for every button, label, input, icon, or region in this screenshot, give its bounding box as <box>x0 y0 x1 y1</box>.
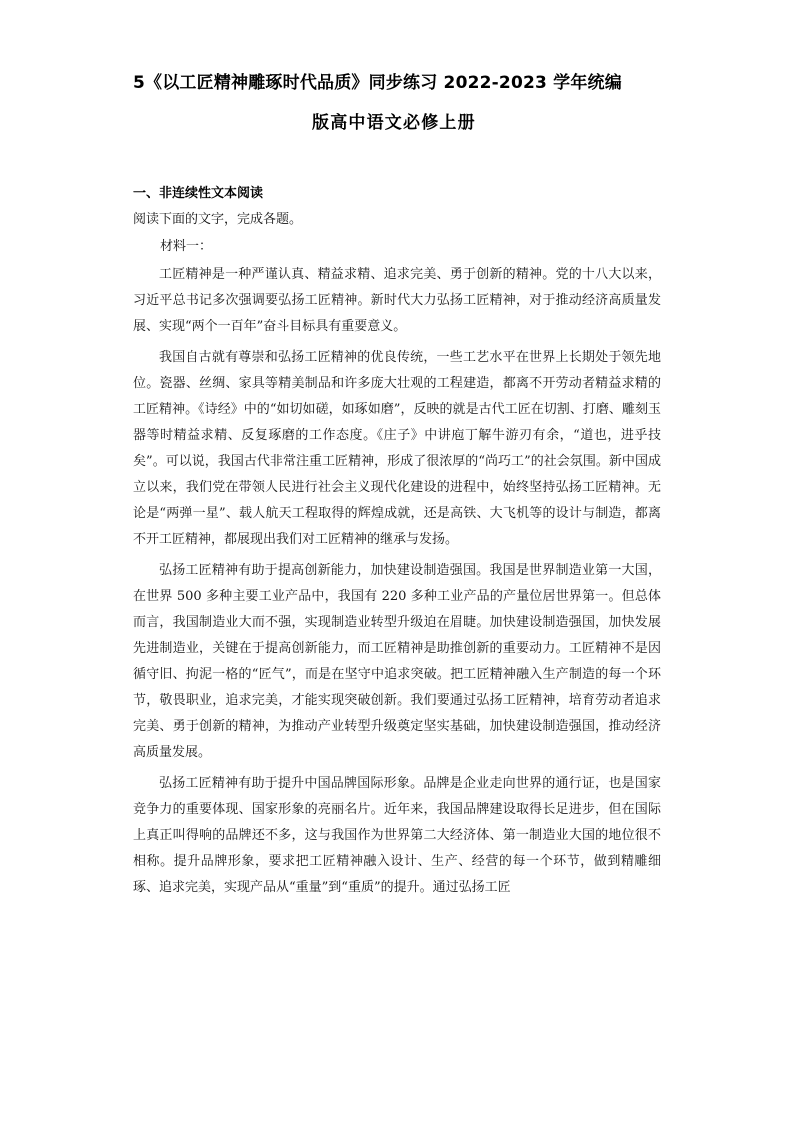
document-title-line-2: 版高中语文必修上册 <box>312 113 476 133</box>
passage-paragraph: 弘扬工匠精神有助于提升中国品牌国际形象。品牌是企业走向世界的通行证，也是国家竞争力的重要体现、国家形象的亮丽名片。近年来，我国品牌建设取得长足进步，但在国际上真正叫得响的品牌还不多，这与我国作为世界第二大经济体、第一制造业大国的地位很不相称。提升品牌形象，要求把工匠精神融入设计、生产、经营的每一个环节，做到精雕细琢、追求完美，实现产品从“重量”到“重质”的提升。通过弘扬工匠 <box>133 776 661 895</box>
passage-paragraph: 弘扬工匠精神有助于提高创新能力，加快建设制造强国。我国是世界制造业第一大国，在世界 500 多种主要工业产品中，我国有 220 多种工业产品的产量位居世界第一。但总体而言，我国制造业大而不强，实现制造业转型升级迫在眉睫。加快建设制造强国，加快发展先进制造业，关键在于提高创新能力，而工匠精神是助推创新的重要动力。工匠精神不是因循守旧、拘泥一格的“匠气”，而是在坚守中追求突破。把工匠精神融入生产制造的每一个环节，敬畏职业，追求完美，才能实现突破创新。我们要通过弘扬工匠精神，培育劳动者追求完美、勇于创新的精神，为推动产业转型升级奠定坚实基础，加快建设制造强国，推动经济高质量发展。 <box>133 563 661 760</box>
passage-body <box>133 262 661 901</box>
document-title-line-1: 5《以工匠精神雕琢时代品质》同步练习 2022-2023 学年统编 <box>133 73 622 93</box>
material-label: 材料一： <box>160 239 213 254</box>
passage-paragraph: 工匠精神是一种严谨认真、精益求精、追求完美、勇于创新的精神。党的十八大以来，习近平总书记多次强调要弘扬工匠精神。新时代大力弘扬工匠精神，对于推动经济高质量发展、实现“两个一百年”奋斗目标具有重要意义。 <box>133 267 661 334</box>
section-heading: 一、非连续性文本阅读 <box>133 186 264 201</box>
reading-instruction: 阅读下面的文字，完成各题。 <box>133 212 303 227</box>
passage-paragraph: 我国自古就有尊崇和弘扬工匠精神的优良传统，一些工艺水平在世界上长期处于领先地位。瓷器、丝绸、家具等精美制品和许多庞大壮观的工程建造，都离不开劳动者精益求精的工匠精神。《诗经》中的“如切如磋，如琢如磨”，反映的就是古代工匠在切割、打磨、雕刻玉器等时精益求精、反复琢磨的工作态度。《庄子》中讲庖丁解牛游刃有余，“道也，进乎技矣”。可以说，我国古代非常注重工匠精神，形成了很浓厚的“尚巧工”的社会氛围。新中国成立以来，我们党在带领人民进行社会主义现代化建设的进程中，始终坚持弘扬工匠精神。无论是“两弹一星”、载人航天工程取得的辉煌成就，还是高铁、大飞机等的设计与制造，都离不开工匠精神，都展现出我们对工匠精神的继承与发扬。 <box>133 350 661 547</box>
